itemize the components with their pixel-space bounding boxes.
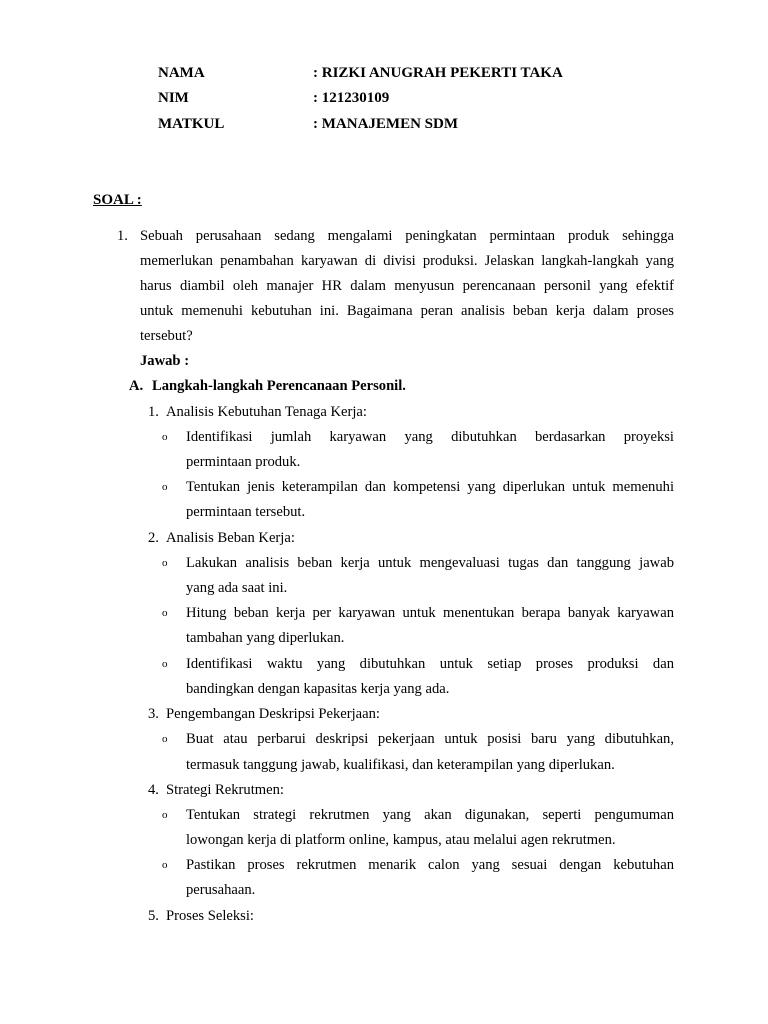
answer-label: Jawab : [140, 353, 190, 369]
step-number: 5. [148, 908, 159, 924]
bullet-icon: o [162, 557, 168, 569]
bullet-line: Hitung beban kerja per karyawan untuk menentukan berapa banyak karyawan [186, 605, 674, 621]
nim-value: : 121230109 [313, 90, 390, 106]
bullet-line: permintaan produk. [186, 454, 301, 470]
bullet-line: Tentukan jenis keterampilan dan kompetensi yang diperlukan untuk memenuhi [186, 479, 674, 495]
section-title-soal: SOAL : [93, 192, 142, 208]
course-label: MATKUL [158, 116, 225, 132]
step-title: Analisis Kebutuhan Tenaga Kerja: [166, 404, 367, 420]
step-number: 1. [148, 404, 159, 420]
bullet-line: bandingkan dengan kapasitas kerja yang ada. [186, 681, 450, 697]
step-number: 2. [148, 530, 159, 546]
bullet-line: Buat atau perbarui deskripsi pekerjaan untuk posisi baru yang dibutuhkan, [186, 731, 674, 747]
bullet-line: Pastikan proses rekrutmen menarik calon yang sesuai dengan kebutuhan [186, 857, 674, 873]
bullet-line: tambahan yang diperlukan. [186, 630, 345, 646]
section-a-title: Langkah-langkah Perencanaan Personil. [152, 378, 406, 394]
bullet-icon: o [162, 733, 168, 745]
question-line: Sebuah perusahaan sedang mengalami peningkatan permintaan produk sehingga [140, 228, 674, 244]
bullet-icon: o [162, 431, 168, 443]
section-a-letter: A. [129, 378, 144, 394]
bullet-line: lowongan kerja di platform online, kampus, atau melalui agen rekrutmen. [186, 832, 616, 848]
bullet-line: yang ada saat ini. [186, 580, 288, 596]
bullet-line: permintaan tersebut. [186, 504, 306, 520]
bullet-icon: o [162, 658, 168, 670]
step-title: Analisis Beban Kerja: [166, 530, 295, 546]
bullet-icon: o [162, 607, 168, 619]
bullet-icon: o [162, 481, 168, 493]
bullet-line: Lakukan analisis beban kerja untuk mengevaluasi tugas dan tanggung jawab [186, 555, 674, 571]
course-value: : MANAJEMEN SDM [313, 116, 458, 132]
name-label: NAMA [158, 65, 205, 81]
bullet-line: termasuk tanggung jawab, kualifikasi, dan keterampilan yang diperlukan. [186, 757, 615, 773]
question-number: 1. [117, 228, 128, 244]
bullet-line: perusahaan. [186, 882, 256, 898]
step-number: 3. [148, 706, 159, 722]
bullet-line: Identifikasi jumlah karyawan yang dibutuhkan berdasarkan proyeksi [186, 429, 674, 445]
bullet-line: Identifikasi waktu yang dibutuhkan untuk setiap proses produksi dan [186, 656, 674, 672]
question-line: untuk memenuhi kebutuhan ini. Bagaimana peran analisis beban kerja dalam proses [140, 303, 674, 319]
question-line: harus diambil oleh manajer HR dalam menyusun perencanaan personil yang efektif [140, 278, 674, 294]
question-line: tersebut? [140, 328, 193, 344]
name-value: : RIZKI ANUGRAH PEKERTI TAKA [313, 65, 563, 81]
nim-label: NIM [158, 90, 189, 106]
bullet-line: Tentukan strategi rekrutmen yang akan digunakan, seperti pengumuman [186, 807, 674, 823]
step-number: 4. [148, 782, 159, 798]
step-title: Proses Seleksi: [166, 908, 254, 924]
step-title: Pengembangan Deskripsi Pekerjaan: [166, 706, 380, 722]
question-line: memerlukan penambahan karyawan di divisi produksi. Jelaskan langkah-langkah yang [140, 253, 674, 269]
bullet-icon: o [162, 859, 168, 871]
bullet-icon: o [162, 809, 168, 821]
step-title: Strategi Rekrutmen: [166, 782, 284, 798]
